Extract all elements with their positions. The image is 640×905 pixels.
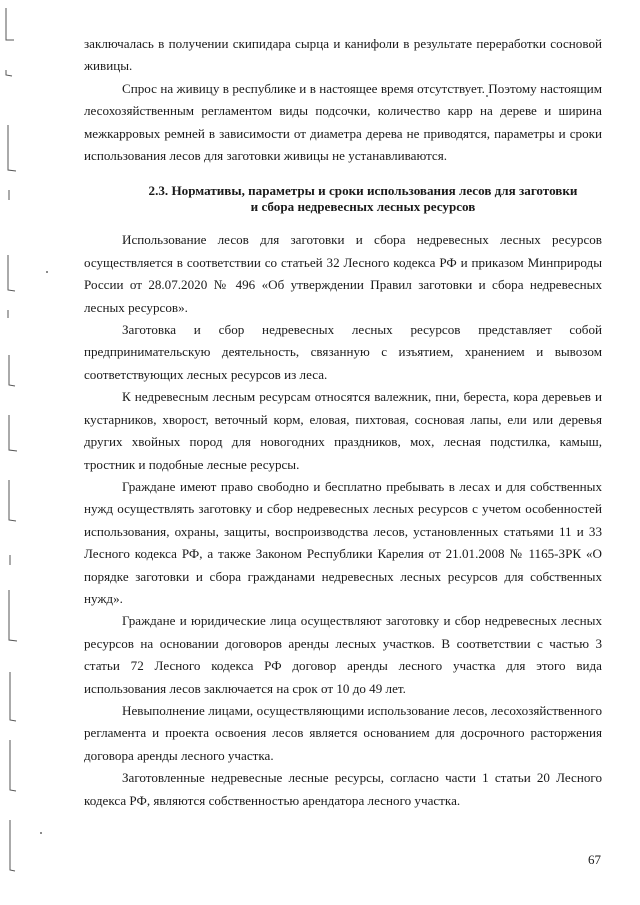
section-heading — [84, 183, 602, 215]
scan-speck — [46, 271, 48, 273]
body-text — [84, 33, 602, 812]
paragraph-5: Граждане и юридические лица осуществляют заготовку и сбор недревесных лесных ресурсов на основании договоров аренды лесных участков. В соответствии с частью 3 статьи 72 Лесного кодекса РФ договор аренды лесного участка для этого вида использования лесов заключается на срок от 10 до 49 лет. — [84, 613, 602, 696]
paragraph-top-1: заключалась в получении скипидара сырца и канифоли в результате переработки сосновой живицы. — [84, 36, 602, 74]
paragraph-3: К недревесным лесным ресурсам относятся валежник, пни, береста, кора деревьев и кустарников, хворост, веточный корм, еловая, пихтовая, сосновая лапы, ели или деревья других хвойных пород для новогодних праздников, мох, лесная подстилка, камыш, тростник и подобные лесные ресурсы. — [84, 389, 602, 472]
paragraph-top-2: Спрос на живицу в республике и в настоящее время отсутствует. Поэтому настоящим лесохозяйственным регламентом виды подсочки, количество карр на дереве и ширина межкарровых ремней в зависимости от диаметра дерева не приводятся, параметры и сроки использования лесов для заготовки живицы не устанавливаются. — [84, 80, 602, 164]
paragraph-7: Заготовленные недревесные лесные ресурсы, согласно части 1 статьи 20 Лесного кодекса РФ, являются собственностью арендатора лесного участка. — [84, 770, 602, 808]
page-number: 67 — [588, 852, 601, 867]
binding-edge-marks — [0, 0, 22, 905]
paragraph-4: Граждане имеют право свободно и бесплатно пребывать в лесах и для собственных нужд осуществлять заготовку и сбор недревесных лесных ресурсов с учетом особенностей использования, охраны, защиты, воспроизводства лесов, установленных статьями 11 и 33 Лесного кодекса РФ, а также Законом Республики Карелия от 21.01.2008 № 1165-ЗРК «О порядке заготовки и сбора гражданами недревесных лесных ресурсов для собственных нужд». — [84, 478, 602, 606]
paragraph-2: Заготовка и сбор недревесных лесных ресурсов представляет собой предпринимательскую деятельность, связанную с изъятием, хранением и вывозом соответствующих лесных ресурсов из леса. — [84, 322, 602, 382]
paragraph-1: Использование лесов для заготовки и сбора недревесных лесных ресурсов осуществляется в соответствии со статьей 32 Лесного кодекса РФ и приказом Минприроды России от 28.07.2020 № 496 «Об утверждении Правил заготовки и сбора недревесных лесных ресурсов». — [84, 232, 602, 315]
section-heading-line-2: и сбора недревесных лесных ресурсов — [250, 199, 476, 215]
scan-speck — [40, 832, 42, 834]
section-heading-line-1: 2.3. Нормативы, параметры и сроки использования лесов для заготовки — [148, 183, 578, 199]
paragraph-6: Невыполнение лицами, осуществляющими использование лесов, лесохозяйственного регламента и проекта освоения лесов является основанием для досрочного расторжения договора аренды лесного участка. — [84, 702, 602, 763]
